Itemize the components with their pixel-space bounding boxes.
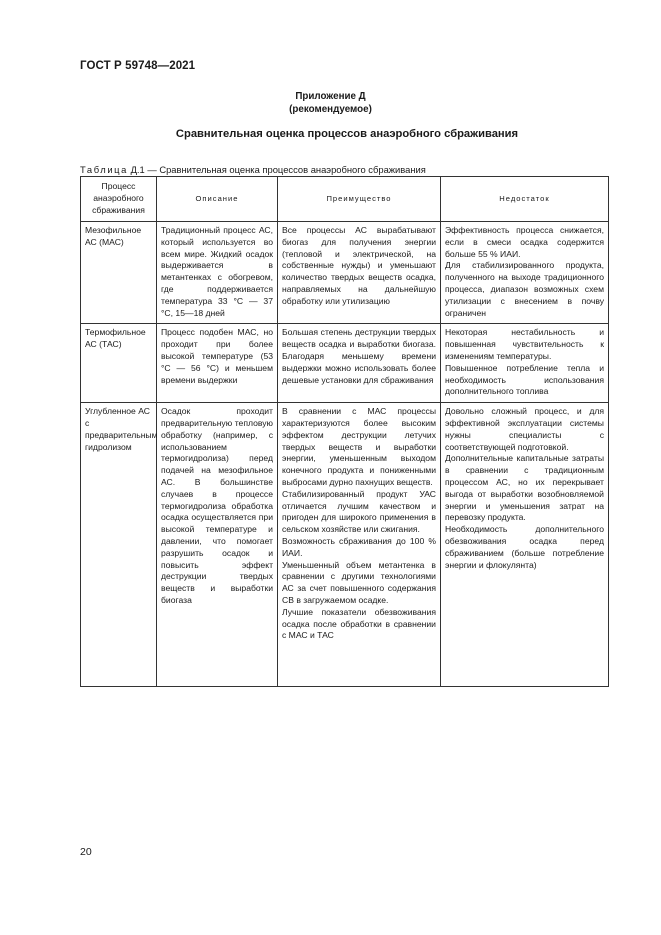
advantage-cell: В сравнении с МАС процессы характеризуются более высоким эффектом деструкции летучих твердых веществ и выработки энергии, уменьшенным выходом конечного продукта и пониженными выбросами дурно пахнущих веществ. Стабилизированный продукт УАС отличается лучшим качеством и пригоден для широкого применения в сельском хозяйстве или сжигания. Возможность сбраживания до 100 % ИАИ. Уменьшенный объем метантенка в сравнении с другими технологиями АС за счет повышенного содержания СВ в загружаемом осадке. Лучшие показатели обезвоживания осадка после обработки в сравнении с МАС и ТАС (278, 403, 441, 687)
description-cell: Традиционный процесс АС, который используется во всем мире. Жидкий осадок выдерживается в метантенках с обогревом, где поддерживается температура 33 °С — 37 °С, 15—18 дней (157, 222, 278, 324)
process-cell: Мезофильное АС (МАС) (81, 222, 157, 324)
table-caption (80, 164, 426, 175)
page-number: 20 (80, 846, 92, 858)
description-cell: Процесс подобен МАС, но проходит при более высокой температуре (53 °С — 56 °С) и меньшем времени выдержки (157, 324, 278, 403)
description-cell: Осадок проходит предварительную тепловую обработку (например, с использованием термогидролиза) перед подачей на мезофильное АС. В большинстве случаев в процессе термогидролиза обработка осадка осуществляется при высокой температуре и давлении, что помогает разрушить осадок и повысить эффект деструкции твердых веществ и выработки биогаза (157, 403, 278, 687)
disadvantage-cell: Довольно сложный процесс, и для эффективной эксплуатации системы нужны специалисты с соответствующей подготовкой. Дополнительные капитальные затраты в сравнении с традиционным процессом АС, но их перекрывает выгода от выработки возобновляемой энергии и уменьшения затрат на перевозку продукта. Необходимость дополнительного обезвоживания осадка перед сбраживанием (больше потребление энергии и флокулянта) (441, 403, 609, 687)
table-caption-text: Д.1 — Сравнительная оценка процессов анаэробного сбраживания (127, 164, 426, 175)
process-cell: Углубленное АС с предварительным гидролизом (81, 403, 157, 687)
table-row (81, 403, 609, 687)
table-caption-prefix: Таблица (80, 164, 128, 175)
table-header-row (81, 177, 609, 222)
section-title: Сравнительная оценка процессов анаэробного сбраживания (175, 128, 519, 140)
advantage-cell: Все процессы АС вырабатывают биогаз для получения энергии (тепловой и электрической, на собственные нужды) и уменьшают количество твердых веществ осадка, направляемых на дальнейшую обработку или утилизацию (278, 222, 441, 324)
header-description: Описание (157, 177, 278, 222)
appendix-status: (рекомендуемое) (289, 104, 372, 115)
table-row (81, 324, 609, 403)
disadvantage-cell: Некоторая нестабильность и повышенная чувствительность к изменениям температуры. Повышенное потребление тепла и необходимость использования дополнительного топлива (441, 324, 609, 403)
comparison-table (80, 176, 609, 687)
header-process: Процесс анаэробного сбраживания (81, 177, 157, 222)
table-row (81, 222, 609, 324)
header-disadvantage: Недостаток (441, 177, 609, 222)
disadvantage-cell: Эффективность процесса снижается, если в смеси осадка содержится больше 55 % ИАИ. Для стабилизированного продукта, полученного на выходе традиционного процесса, диапазон возможных схем утилизации с внесением в почву ограничен (441, 222, 609, 324)
header-advantage: Преимущество (278, 177, 441, 222)
advantage-cell: Большая степень деструкции твердых веществ осадка и выработки биогаза. Благодаря меньшему времени выдержки можно использовать более дешевые установки для сбраживания (278, 324, 441, 403)
document-code: ГОСТ Р 59748—2021 (80, 60, 196, 72)
process-cell: Термофильное АС (ТАС) (81, 324, 157, 403)
appendix-title: Приложение Д (295, 91, 366, 102)
